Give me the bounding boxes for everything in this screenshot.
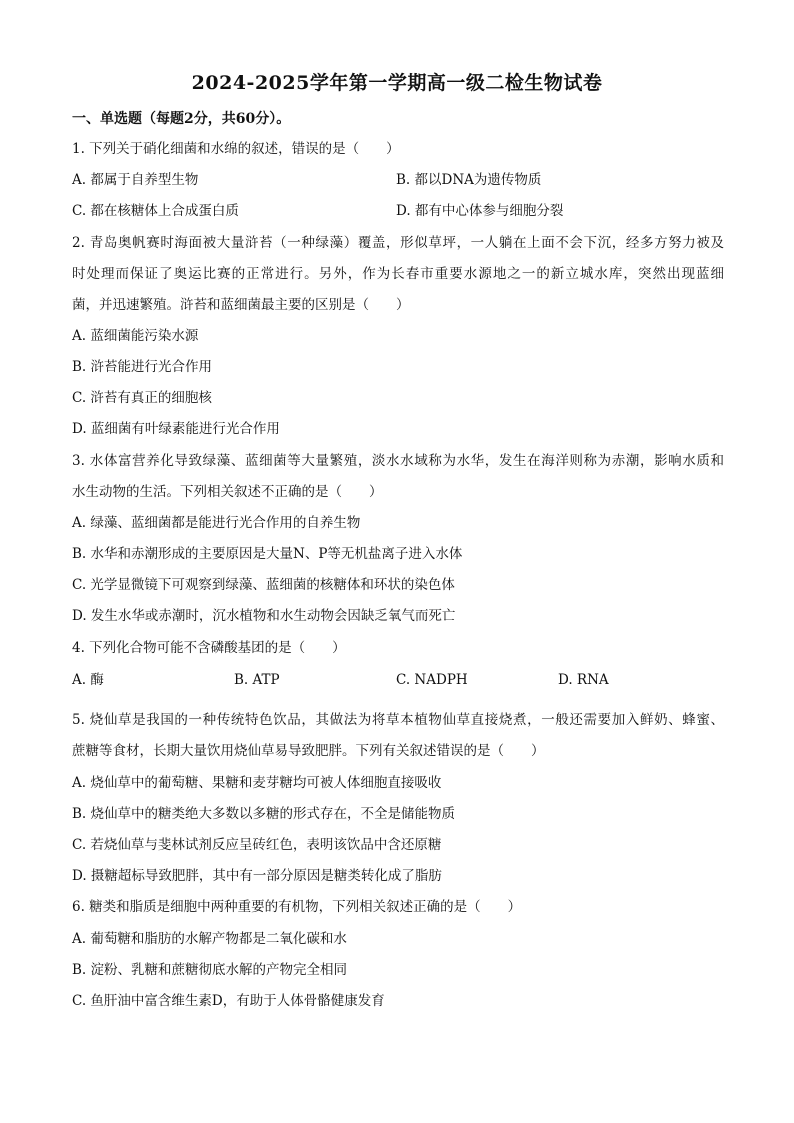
question-4-option-b: B. ATP <box>234 672 280 688</box>
question-6-option-c: C. 鱼肝油中富含维生素D，有助于人体骨骼健康发育 <box>72 993 385 1009</box>
question-2-option-a: A. 蓝细菌能污染水源 <box>72 328 199 344</box>
question-2-option-d: D. 蓝细菌有叶绿素能进行光合作用 <box>72 421 280 437</box>
question-3-option-c: C. 光学显微镜下可观察到绿藻、蓝细菌的核糖体和环状的染色体 <box>72 577 455 593</box>
question-5-option-d: D. 摄糖超标导致肥胖，其中有一部分原因是糖类转化成了脂肪 <box>72 868 442 884</box>
question-2-stem-line-1: 2. 青岛奥帆赛时海面被大量浒苔（一种绿藻）覆盖，形似草坪，一人躺在上面不会下沉，经多方努力被及 <box>72 235 724 251</box>
question-1-option-d: D. 都有中心体参与细胞分裂 <box>396 203 564 219</box>
page-title: 2024-2025学年第一学期高一级二检生物试卷 <box>191 72 603 94</box>
question-5-option-a: A. 烧仙草中的葡萄糖、果糖和麦芽糖均可被人体细胞直接吸收 <box>72 775 442 791</box>
question-3-option-d: D. 发生水华或赤潮时，沉水植物和水生动物会因缺乏氧气而死亡 <box>72 608 456 624</box>
question-5-stem-line-1: 5. 烧仙草是我国的一种传统特色饮品，其做法为将草本植物仙草直接烧煮，一般还需要加入鲜奶、蜂蜜、 <box>72 712 724 728</box>
question-4-option-d: D. RNA <box>558 672 609 688</box>
question-3-option-a: A. 绿藻、蓝细菌都是能进行光合作用的自养生物 <box>72 515 361 531</box>
question-4-stem: 4. 下列化合物可能不含磷酸基团的是（ ） <box>72 640 346 656</box>
question-3-option-b: B. 水华和赤潮形成的主要原因是大量N、P等无机盐离子进入水体 <box>72 546 463 562</box>
question-4-option-a: A. 酶 <box>72 672 104 688</box>
question-5-option-c: C. 若烧仙草与斐林试剂反应呈砖红色，表明该饮品中含还原糖 <box>72 837 442 853</box>
question-1-option-a: A. 都属于自养型生物 <box>72 172 199 188</box>
question-5-option-b: B. 烧仙草中的糖类绝大多数以多糖的形式存在，不全是储能物质 <box>72 806 456 822</box>
question-2-stem-line-2: 时处理而保证了奥运比赛的正常进行。另外，作为长春市重要水源地之一的新立城水库，突然出现蓝细 <box>72 266 724 282</box>
question-2-option-c: C. 浒苔有真正的细胞核 <box>72 390 212 406</box>
section-heading: 一、单选题（每题2分，共60分）。 <box>72 111 291 127</box>
question-1-option-c: C. 都在核糖体上合成蛋白质 <box>72 203 239 219</box>
question-6-option-a: A. 葡萄糖和脂肪的水解产物都是二氧化碳和水 <box>72 931 347 947</box>
question-1-option-b: B. 都以DNA为遗传物质 <box>396 172 542 188</box>
question-2-option-b: B. 浒苔能进行光合作用 <box>72 359 213 375</box>
question-4-option-c: C. NADPH <box>396 672 468 688</box>
question-1-stem: 1. 下列关于硝化细菌和水绵的叙述，错误的是（ ） <box>72 141 400 157</box>
question-3-stem-line-1: 3. 水体富营养化导致绿藻、蓝细菌等大量繁殖，淡水水域称为水华，发生在海洋则称为赤潮，影响水质和 <box>72 453 724 469</box>
question-6-option-b: B. 淀粉、乳糖和蔗糖彻底水解的产物完全相同 <box>72 962 348 978</box>
question-6-stem: 6. 糖类和脂质是细胞中两种重要的有机物，下列相关叙述正确的是（ ） <box>72 899 522 915</box>
question-3-stem-line-2: 水生动物的生活。下列相关叙述不正确的是（ ） <box>72 484 383 500</box>
question-5-stem-line-2: 蔗糖等食材，长期大量饮用烧仙草易导致肥胖。下列有关叙述错误的是（ ） <box>72 743 545 759</box>
question-2-stem-line-3: 菌，并迅速繁殖。浒苔和蓝细菌最主要的区别是（ ） <box>72 297 410 313</box>
